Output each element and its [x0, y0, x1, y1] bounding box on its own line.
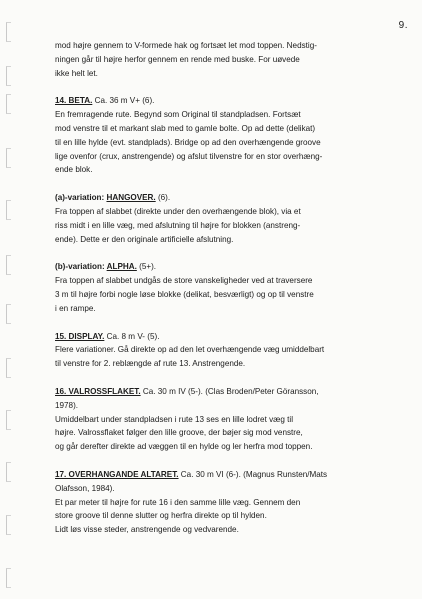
text-line: og går derefter direkte ad væggen til en hylde og ler herfra mod toppen. — [55, 442, 313, 452]
text-line: 1978). — [55, 400, 79, 410]
text-line: lige ovenfor (crux, anstrengende) og afslut tilvenstre for en stor overhæng- — [55, 151, 323, 161]
route-beta — [55, 94, 393, 177]
text-line: 3 m til højre forbi nogle løse blokke (delikat, besværligt) og op til venstre — [55, 289, 314, 299]
route-hangover — [55, 191, 393, 246]
route-name: 17. OVERHANGANDE ALTARET. — [55, 469, 179, 479]
route-name: 16. VALROSSFLAKET. — [55, 386, 141, 396]
route-grade: Ca. 30 m VI (6-). (Magnus Runsten/Mats — [178, 469, 328, 479]
route-grade: Ca. 36 m V+ (6). — [92, 96, 155, 106]
route-display — [55, 330, 393, 371]
text-line: store groove til denne slutter og herfra direkte op til hylden. — [55, 511, 267, 521]
route-name: HANGOVER. — [106, 193, 156, 203]
page-number: 9. — [398, 20, 408, 31]
text-line: ende). Dette er den originale artificielle afslutning. — [55, 234, 234, 244]
text-line: Fra toppen af slabbet undgås de store vanskeligheder ved at traversere — [55, 276, 313, 286]
route-heading — [55, 330, 393, 344]
route-heading — [55, 94, 393, 108]
text-line: til en lille hylde (evt. standplads). Bridge op ad den overhængende groove — [55, 137, 321, 147]
text-line: Fra toppen af slabbet (direkte under den overhængende blok), via et — [55, 206, 301, 216]
route-name: 14. BETA. — [55, 96, 93, 106]
text-line: mod venstre til et markant slab med to gamle bolte. Op ad dette (delikat) — [55, 123, 316, 133]
variation-prefix: (a)-variation: — [55, 193, 107, 203]
route-grade: (5+). — [136, 262, 157, 272]
text-line: Flere variationer. Gå direkte op ad den let overhængende væg umiddelbart — [55, 345, 325, 355]
text-line: i en rampe. — [55, 303, 96, 313]
route-grade: (6). — [155, 193, 171, 203]
text-line: Lidt løs visse steder, anstrengende og vedvarende. — [55, 525, 239, 535]
intro-paragraph — [55, 39, 393, 80]
route-overhangande-altaret — [55, 468, 393, 537]
text-line: mod højre gennem to V-formede hak og fortsæt let mod toppen. Nedstig- — [55, 41, 317, 50]
text-line: ikke helt let. — [55, 68, 98, 78]
text-line: højre. Valrossflaket følger den lille groove, der bøjer sig mod venstre, — [55, 428, 303, 438]
route-heading — [55, 468, 393, 482]
binding-hole-marks — [6, 0, 14, 599]
route-name: 15. DISPLAY. — [55, 331, 105, 341]
text-line: riss midt i en lille væg, med afslutning til højre for blokken (anstreng- — [55, 220, 301, 230]
text-line: Et par meter til højre for rute 16 i den samme lille væg. Gennem den — [55, 497, 301, 507]
text-line: En fremragende rute. Begynd som Original til standpladsen. Fortsæt — [55, 110, 301, 120]
route-heading — [55, 385, 393, 399]
route-valrossflaket — [55, 385, 393, 454]
route-alpha — [55, 260, 393, 315]
route-grade: Ca. 30 m IV (5-). (Clas Broden/Peter Göransson, — [140, 386, 319, 396]
page-body — [55, 39, 393, 537]
text-line: til venstre for 2. reblængde af rute 13. Anstrengende. — [55, 359, 246, 369]
route-name: ALPHA. — [106, 262, 137, 272]
text-line: ende blok. — [55, 165, 93, 175]
text-line: Olafsson, 1984). — [55, 483, 115, 493]
route-heading — [55, 191, 393, 205]
route-heading — [55, 260, 393, 274]
text-line: ningen går til højre herfor gennem en rende med buske. For uøvede — [55, 54, 300, 64]
variation-prefix: (b)-variation: — [55, 262, 107, 272]
route-grade: Ca. 8 m V- (5). — [104, 331, 160, 341]
text-line: Umiddelbart under standpladsen i rute 13 ses en lille lodret væg til — [55, 414, 294, 424]
